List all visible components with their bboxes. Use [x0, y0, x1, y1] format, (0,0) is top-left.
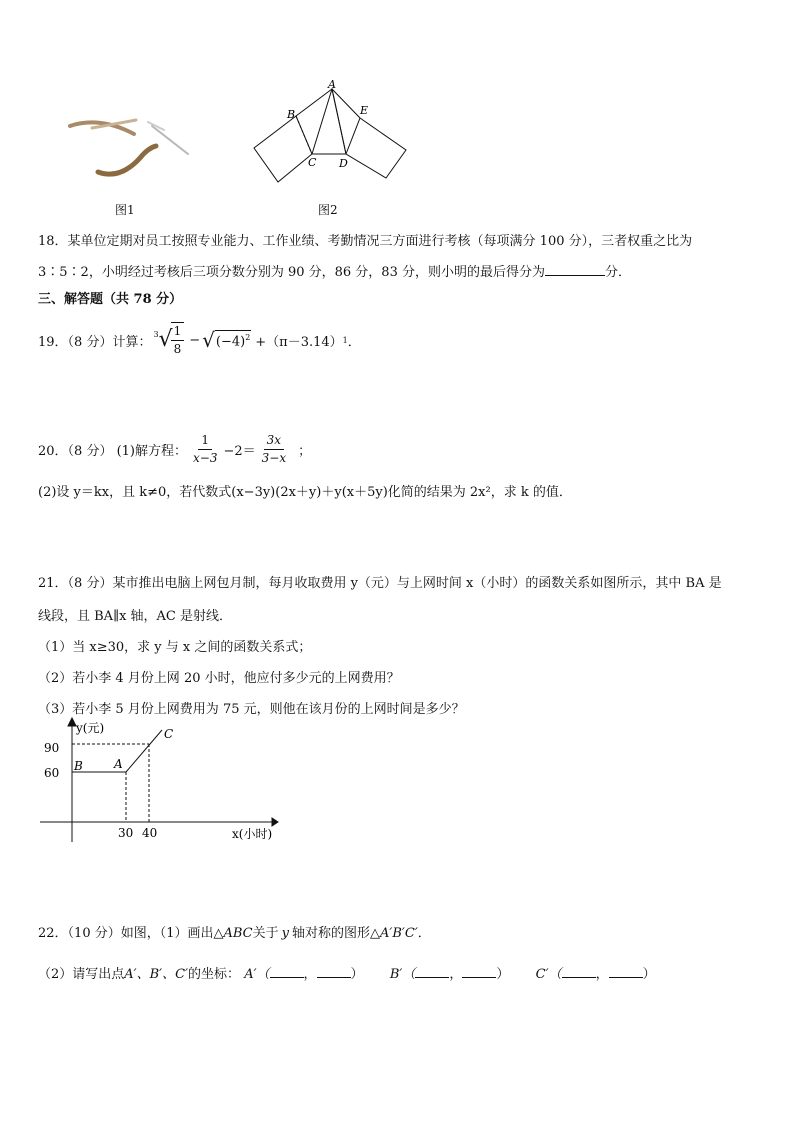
figure-1-image — [60, 110, 200, 185]
q20-f1-den: x−3 — [193, 451, 218, 465]
graph-y-tick-90: 90 — [44, 741, 60, 755]
figure-2-diagram — [250, 78, 415, 188]
q22-line2-mid: 的坐标： — [188, 967, 241, 982]
q19-period: ． — [347, 334, 361, 350]
q19-fraction — [171, 322, 185, 358]
q22-triangle-image: △A′B′C′ — [370, 926, 418, 941]
fig2-right-square — [346, 118, 406, 178]
q22-close: ） — [642, 967, 656, 982]
q22-line-1 — [38, 922, 431, 941]
fig2-dashed-bc — [296, 116, 312, 154]
q18-line-2 — [38, 261, 631, 280]
ray-ac — [126, 730, 162, 772]
q21-line-2: 线段，且 BA∥x 轴，AC 是射线． — [38, 609, 233, 624]
q21-function-graph — [36, 716, 296, 846]
radical-icon: √ — [202, 328, 215, 352]
q22-blank-c-x — [562, 965, 596, 978]
q22-close: ） — [350, 967, 364, 982]
q20-mid: −2＝ — [223, 444, 256, 459]
graph-point-b: B — [74, 759, 83, 773]
q20-end: ； — [298, 444, 312, 459]
q18-text: 3∶5∶2，小明经过考核后三项分数分别为 90 分，86 分，83 分，则小明的最后得分为 — [38, 265, 545, 280]
graph-x-tick-30: 30 — [118, 826, 134, 840]
q22-coord-c-label: C′（ — [535, 967, 562, 982]
section-3-heading: 三、解答题（共 78 分） — [38, 292, 183, 307]
graph-x-label: x(小时) — [232, 827, 273, 841]
q22-line2-prefix: （2）请写出点 — [38, 967, 125, 982]
q22-mid2: 轴对称的图形 — [292, 926, 371, 941]
graph-x-tick-40: 40 — [142, 826, 158, 840]
q19-sqrt-body: (−4) — [215, 334, 246, 350]
x-axis-arrow-icon — [272, 818, 278, 826]
q22-blank-b-y — [462, 965, 496, 978]
q19-tail: +（π－3.14） — [255, 334, 343, 350]
q19-cube-root — [153, 322, 187, 358]
q19-prefix: 19．（8 分）计算： — [38, 334, 152, 350]
fig1-stroke-lower — [98, 146, 156, 174]
q20-fraction-2 — [259, 432, 289, 467]
q20-f1-num: 1 — [198, 432, 212, 450]
q18-answer-blank — [545, 263, 605, 276]
q22-prefix: 22．（10 分）如图，（1）画出 — [38, 926, 214, 941]
q22-triangle: △ABC — [213, 926, 253, 941]
graph-point-a: A — [114, 757, 123, 771]
q22-end: ． — [417, 926, 431, 941]
graph-y-tick-60: 60 — [44, 766, 60, 780]
q22-points: A′、B′、C′ — [124, 967, 189, 982]
fig1-stroke-needle — [152, 126, 188, 154]
q19-sqrt-radicand — [215, 330, 251, 349]
figure-1-caption: 图1 — [115, 203, 135, 217]
q19-sqrt-exp: 2 — [245, 333, 251, 343]
fig2-label-e: E — [360, 104, 369, 117]
radical-icon: √ — [158, 327, 173, 352]
q22-comma: ， — [595, 967, 609, 982]
q22-axis: y — [281, 926, 290, 941]
q20-fraction-1 — [190, 432, 220, 467]
q18-line-1: 18．某单位定期对员工按照专业能力、工作业绩、考勤情况三方面进行考核（每项满分 100 分），三者权重之比为 — [38, 234, 693, 249]
q21-line-1: 21．（8 分）某市推出电脑上网包月制，每月收取费用 y（元）与上网时间 x（小时）的函数关系如图所示，其中 BA 是 — [38, 576, 722, 591]
q22-comma: ， — [303, 967, 317, 982]
y-axis-arrow-icon — [68, 718, 76, 726]
fig1-stroke-upper — [70, 122, 134, 134]
q19-frac-num: 1 — [171, 323, 185, 341]
q20-f2-num: 3x — [264, 432, 284, 450]
q20-f2-den: 3−x — [261, 451, 287, 465]
q22-close: ） — [496, 967, 510, 982]
q19-minus: − — [189, 332, 201, 348]
fig2-label-c: C — [308, 156, 317, 169]
q20-line-1 — [38, 432, 311, 467]
fig2-label-d: D — [339, 157, 348, 170]
graph-point-c: C — [164, 727, 174, 741]
q21-part-3: （3）若小李 5 月份上网费用为 75 元，则他在该月份的上网时间是多少？ — [38, 702, 465, 717]
fig2-left-square — [254, 116, 312, 182]
q19-tail-exp: 1 — [342, 335, 348, 345]
q22-coord-b-label: B′（ — [389, 967, 416, 982]
fig2-label-b: B — [287, 108, 296, 121]
q22-blank-a-y — [317, 965, 351, 978]
graph-y-label: y(元) — [76, 721, 105, 735]
q22-coord-a-label: A′（ — [244, 967, 270, 982]
q22-line-2 — [38, 963, 656, 982]
q19-line — [38, 322, 361, 358]
q22-blank-b-x — [415, 965, 449, 978]
q21-part-1: （1）当 x≥30，求 y 与 x 之间的函数关系式； — [38, 640, 312, 655]
q19-square-root — [202, 330, 251, 350]
q22-blank-a-x — [270, 965, 304, 978]
q20-prefix: 20．（8 分） (1)解方程： — [38, 444, 187, 459]
q19-frac-den: 8 — [173, 342, 182, 356]
q22-mid: 关于 — [252, 926, 279, 941]
figure-2-caption: 图2 — [318, 203, 338, 217]
q19-root-index: 3 — [153, 329, 159, 339]
q21-part-2: （2）若小李 4 月份上网 20 小时，他应付多少元的上网费用？ — [38, 671, 400, 686]
q22-blank-c-y — [609, 965, 643, 978]
q20-line-2: (2)设 y＝kx，且 k≠0，若代数式(x−3y)(2x＋y)＋y(x＋5y)化简的结果为 2x²，求 k 的值． — [38, 485, 572, 500]
q18-suffix: 分． — [604, 265, 631, 280]
q22-comma: ， — [449, 967, 463, 982]
fig2-label-a: A — [328, 78, 336, 91]
